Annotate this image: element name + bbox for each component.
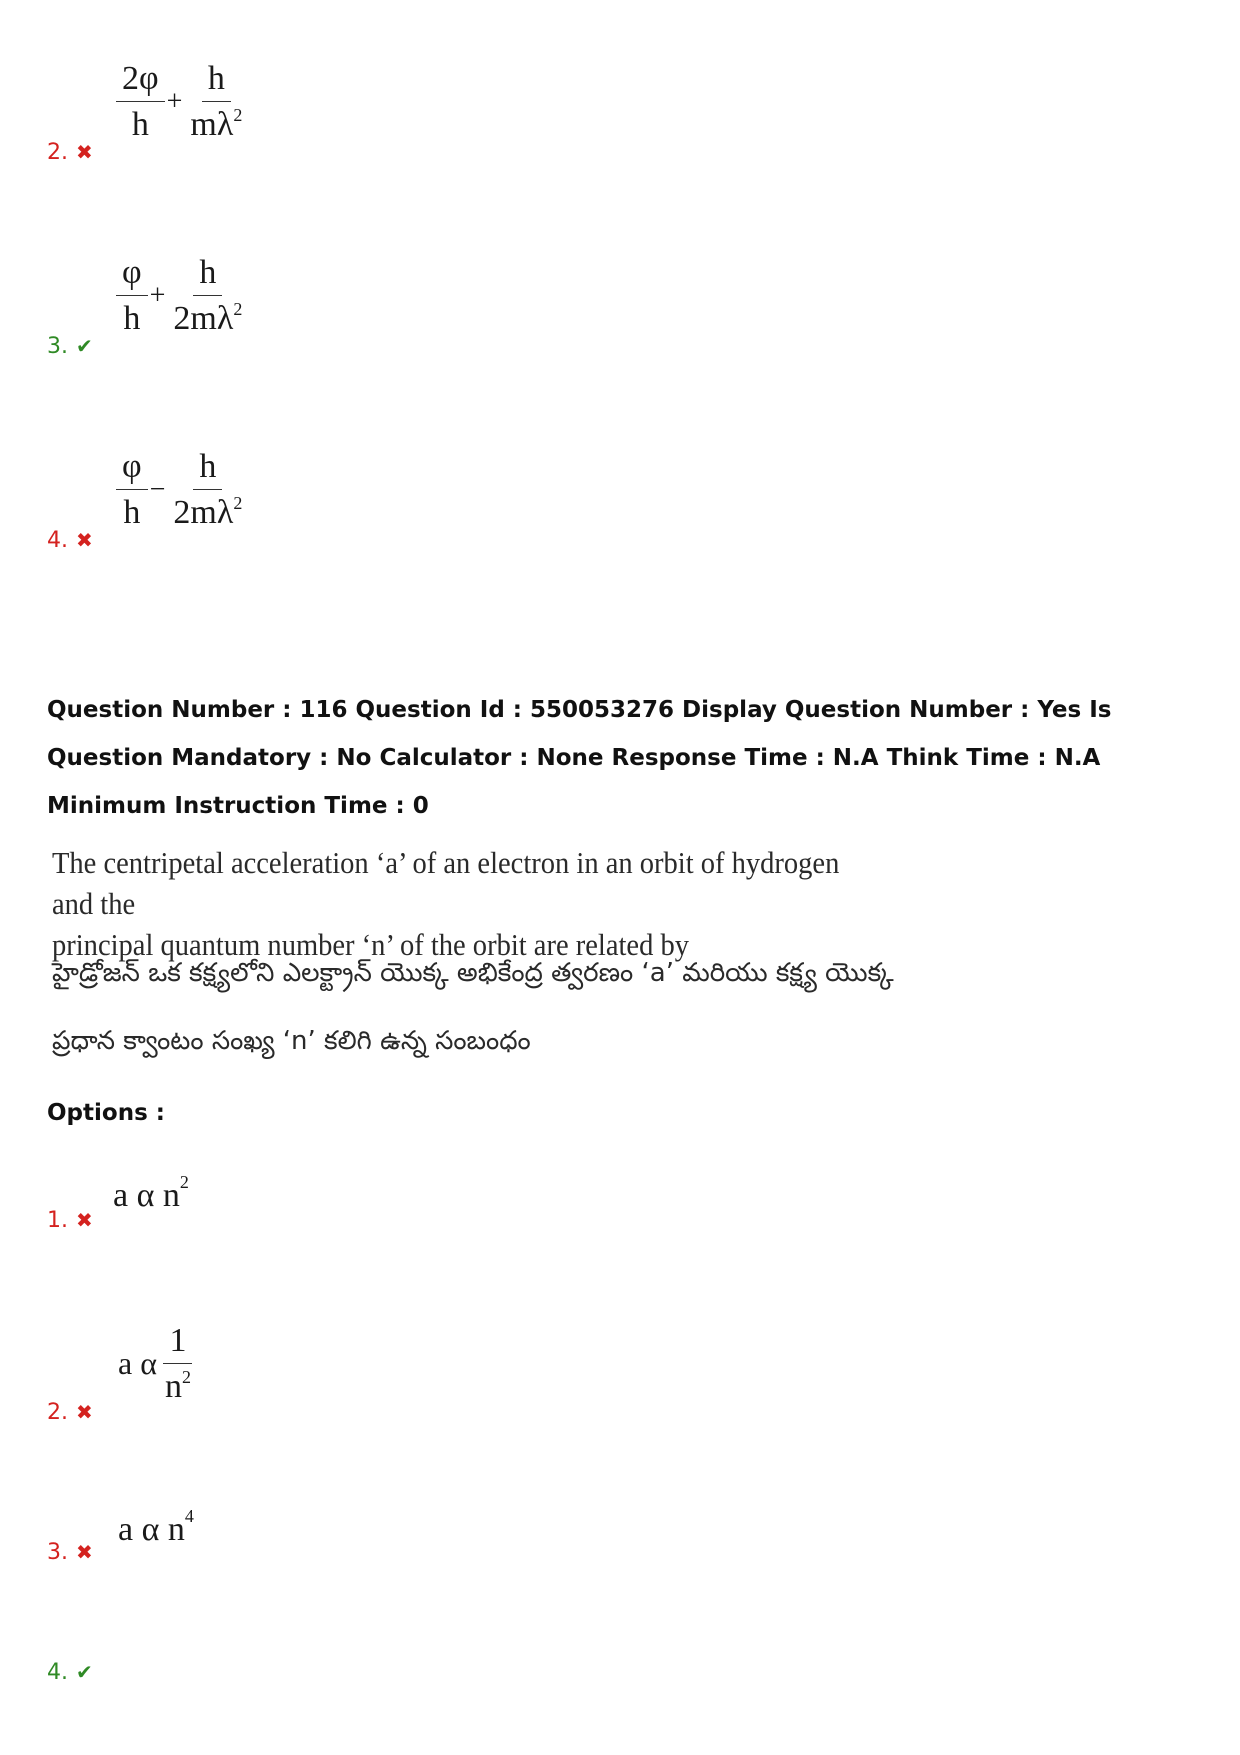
option-3-formula (118, 1506, 194, 1549)
prev-option-3-formula (116, 254, 248, 338)
exponent: 2 (233, 493, 243, 514)
options-label: Options : (47, 1100, 165, 1126)
operator: + (149, 279, 166, 311)
wrong-mark-icon: ✖ (76, 528, 93, 552)
option-number: 1. (47, 1207, 68, 1233)
fraction-numerator: h (193, 448, 222, 490)
option-number: 2. (47, 1399, 68, 1425)
option-2-formula (116, 1322, 197, 1406)
exponent: 2 (233, 299, 243, 320)
option-number: 4. (47, 527, 68, 553)
option-1 (47, 1200, 93, 1240)
wrong-mark-icon: ✖ (76, 1540, 93, 1564)
fraction-denominator: $2m\lambda^2$ (173, 299, 243, 338)
fraction-denominator: $2m\lambda^2$ (173, 493, 243, 532)
exponent: 2 (233, 105, 243, 126)
question-text-telugu-line-2: ప్రధాన క్వాంటం సంఖ్య ‘n’ కలిగి ఉన్న సంబంధం (52, 1026, 531, 1056)
option-1-formula (113, 1172, 189, 1215)
correct-check-icon: ✔ (76, 1660, 93, 1684)
option-number: 2. (47, 139, 68, 165)
question-text-line: The centripetal acceleration ‘a’ of an electron in an orbit of hydrogen and the (52, 845, 840, 921)
question-text-line: principal quantum number ‘n’ of the orbit are related by (52, 927, 689, 962)
prev-option-3 (47, 326, 93, 366)
question-text-telugu-line-1: హైడ్రోజన్ ఒక కక్ష్యలోని ఎలక్ట్రాన్ యొక్క అభికేంద్ర త్వరణం ‘a’ మరియు కక్ష్య యొక్క (52, 958, 894, 988)
operator: + (166, 85, 183, 117)
formula-base: a α n (118, 1511, 185, 1548)
formula-base: a α n (113, 1177, 180, 1214)
fraction-numerator: φ (116, 448, 148, 490)
option-2 (47, 1392, 93, 1432)
option-number: 4. (47, 1659, 68, 1685)
fraction-numerator: 2φ (116, 60, 165, 102)
formula-prefix: a α (118, 1345, 157, 1382)
wrong-mark-icon: ✖ (76, 140, 93, 164)
prev-option-4 (47, 520, 93, 560)
fraction-denominator: h (123, 300, 141, 338)
question-text-english (52, 842, 880, 965)
prev-option-4-formula (116, 448, 248, 532)
fraction-numerator: 1 (163, 1322, 192, 1364)
exponent: 2 (181, 1367, 191, 1388)
option-4 (47, 1652, 93, 1692)
exponent: 4 (184, 1506, 194, 1526)
operator: − (149, 473, 166, 505)
option-number: 3. (47, 333, 68, 359)
fraction-numerator: φ (116, 254, 148, 296)
fraction-denominator: $n^2$ (164, 1367, 191, 1406)
correct-check-icon: ✔ (76, 334, 93, 358)
option-number: 3. (47, 1539, 68, 1565)
fraction-denominator: h (123, 494, 141, 532)
fraction-numerator: h (202, 60, 231, 102)
question-meta: Question Number : 116 Question Id : 550053276 Display Question Number : Yes Is Question Mandatory : No Calculator : None Response Time : N.A Think Time : N.A Minimum Instruction Time : 0 (47, 697, 1112, 819)
prev-option-2-formula (116, 60, 248, 144)
prev-option-2 (47, 132, 93, 172)
wrong-mark-icon: ✖ (76, 1400, 93, 1424)
option-3 (47, 1532, 93, 1572)
exponent: 2 (179, 1172, 189, 1192)
fraction-numerator: h (193, 254, 222, 296)
wrong-mark-icon: ✖ (76, 1208, 93, 1232)
fraction-denominator: h (131, 106, 149, 144)
fraction-denominator: $m\lambda^2$ (190, 105, 243, 144)
